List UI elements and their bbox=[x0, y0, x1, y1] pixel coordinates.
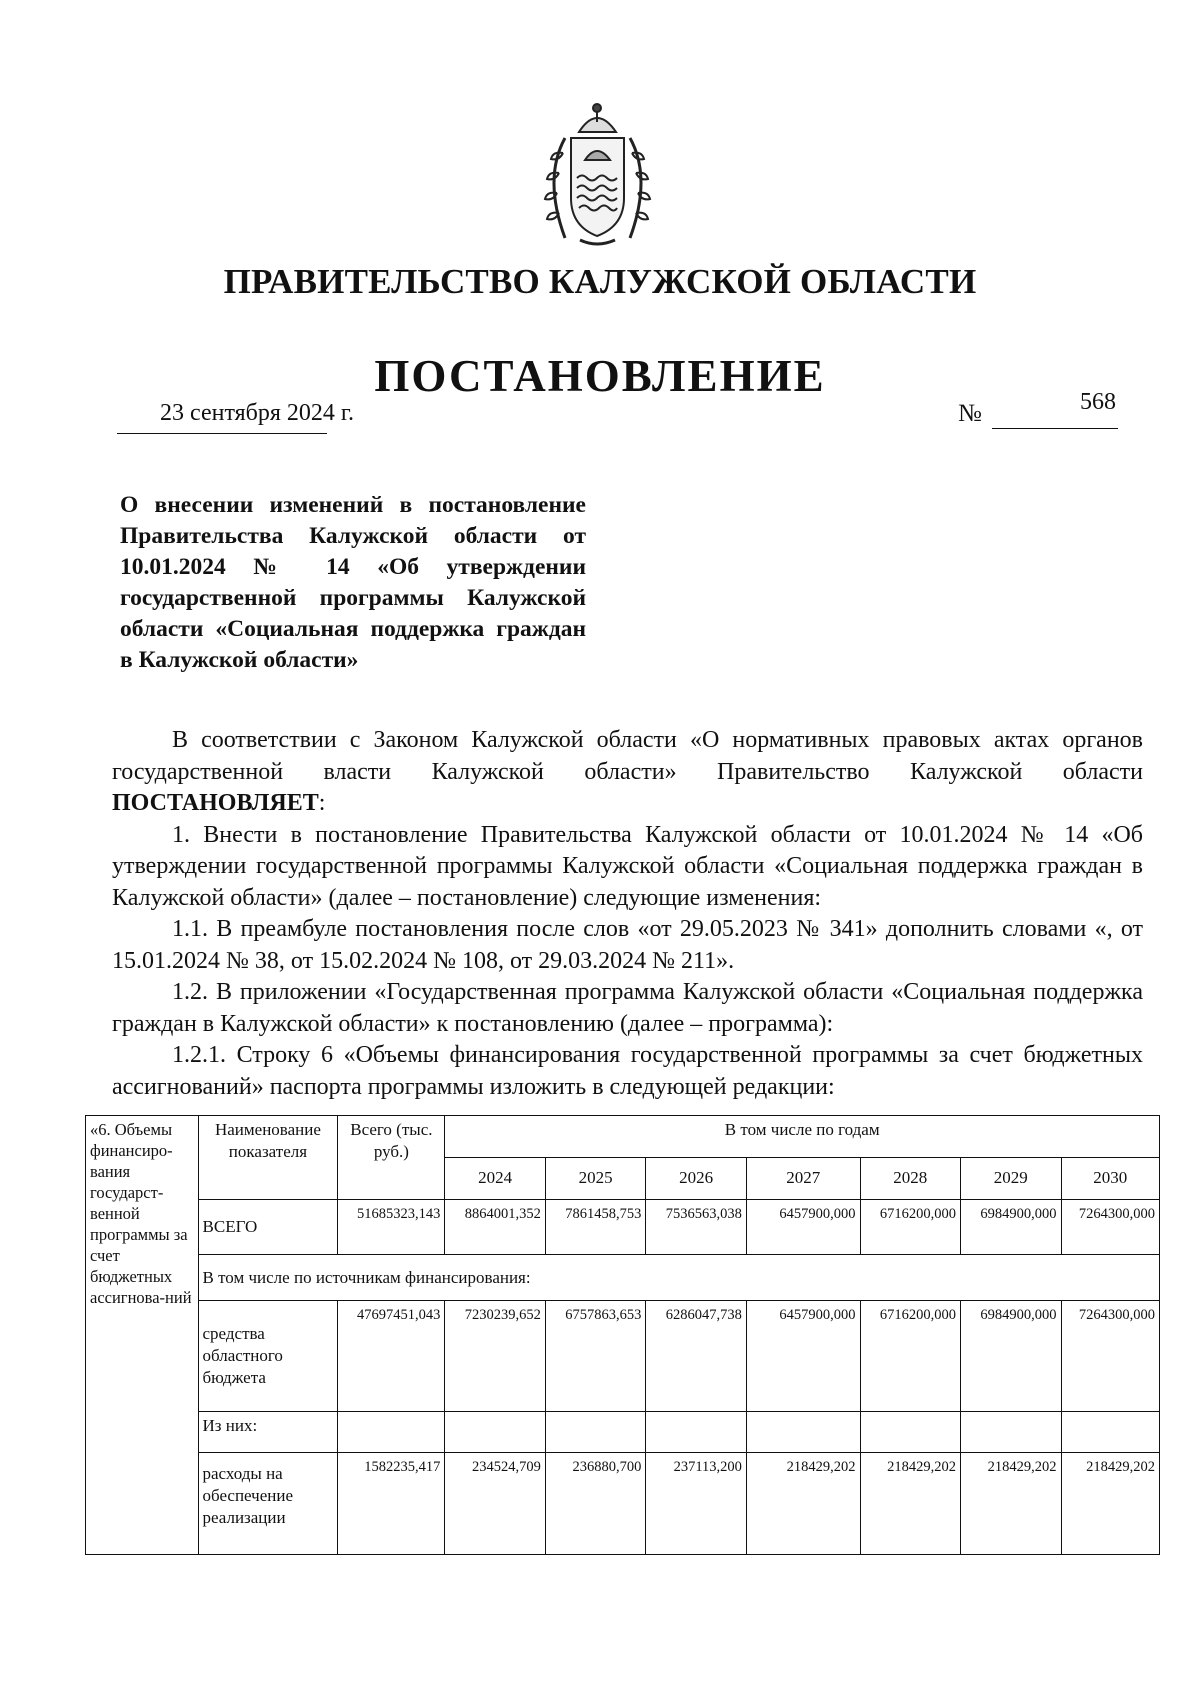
table-cell: 237113,200 bbox=[646, 1453, 747, 1555]
table-cell: 6457900,000 bbox=[746, 1199, 860, 1254]
document-type-title: ПОСТАНОВЛЕНИЕ bbox=[374, 351, 826, 401]
coat-of-arms-icon bbox=[535, 98, 660, 250]
table-cell: 8864001,352 bbox=[445, 1199, 546, 1254]
table-cell: 6716200,000 bbox=[860, 1199, 961, 1254]
date-underline bbox=[117, 433, 327, 434]
document-number: 568 bbox=[1080, 389, 1116, 415]
financing-table bbox=[85, 1115, 1160, 1555]
of-which-label: Из них: bbox=[198, 1411, 338, 1453]
table-cell: 7230239,652 bbox=[445, 1301, 546, 1411]
clause-1: 1. Внести в постановление Правительства Калужской области от 10.01.2024 № 14 «Об утверждении государственной программы Калужской области «Социальная поддержка граждан в Калужской области» (далее – постановление) следующие изменения: bbox=[112, 821, 1143, 911]
table-cell: 218429,202 bbox=[1061, 1453, 1159, 1555]
row-regional-sum: 47697451,043 bbox=[338, 1301, 445, 1411]
table-cell: 6286047,738 bbox=[646, 1301, 747, 1411]
table-cell: 218429,202 bbox=[746, 1453, 860, 1555]
document-date: 23 сентября 2024 г. bbox=[160, 400, 355, 426]
table-cell: 7861458,753 bbox=[545, 1199, 646, 1254]
table-cell: 7264300,000 bbox=[1061, 1199, 1159, 1254]
col-header-total: Всего (тыс. руб.) bbox=[338, 1116, 445, 1200]
row-expenses-label: расходы на обеспечение реализации bbox=[198, 1453, 338, 1555]
col-header-years: В том числе по годам bbox=[445, 1116, 1160, 1158]
row-label-cell: «6. Объемы финансиро-вания государст-венной программы за счет бюджетных ассигнова-ний bbox=[86, 1116, 199, 1555]
year-header: 2030 bbox=[1061, 1157, 1159, 1199]
table-cell: 236880,700 bbox=[545, 1453, 646, 1555]
document-body bbox=[112, 725, 1143, 1103]
preamble-paragraph bbox=[112, 725, 1143, 820]
table-cell: 7264300,000 bbox=[1061, 1301, 1159, 1411]
clause-1-2: 1.2. В приложении «Государственная программа Калужской области «Социальная поддержка граждан в Калужской области» к постановлению (далее – программа): bbox=[112, 979, 1143, 1037]
row-total-label: ВСЕГО bbox=[198, 1199, 338, 1254]
table-cell: 6984900,000 bbox=[961, 1199, 1062, 1254]
sources-label: В том числе по источникам финансирования: bbox=[198, 1254, 1159, 1300]
col-header-name: Наименование показателя bbox=[198, 1116, 338, 1200]
table-cell: 7536563,038 bbox=[646, 1199, 747, 1254]
number-label: № bbox=[958, 400, 982, 427]
table-cell: 6984900,000 bbox=[961, 1301, 1062, 1411]
number-underline bbox=[992, 428, 1118, 429]
year-header: 2025 bbox=[545, 1157, 646, 1199]
resolves-keyword: ПОСТАНОВЛЯЕТ bbox=[112, 790, 319, 816]
table-cell: 6457900,000 bbox=[746, 1301, 860, 1411]
organization-title: ПРАВИТЕЛЬСТВО КАЛУЖСКОЙ ОБЛАСТИ bbox=[223, 262, 977, 301]
clause-1-2-1: 1.2.1. Строку 6 «Объемы финансирования государственной программы за счет бюджетных ассигнований» паспорта программы изложить в следующей редакции: bbox=[112, 1042, 1143, 1100]
document-subject: О внесении изменений в постановление Правительства Калужской области от 10.01.2024 № 14 «Об утверждении государственной программы Калужской области «Социальная поддержка граждан в Калужской области» bbox=[120, 492, 586, 673]
table-cell: 6716200,000 bbox=[860, 1301, 961, 1411]
year-header: 2024 bbox=[445, 1157, 546, 1199]
preamble-colon: : bbox=[318, 790, 326, 816]
table-cell: 6757863,653 bbox=[545, 1301, 646, 1411]
row-expenses-sum: 1582235,417 bbox=[338, 1453, 445, 1555]
table-row-regional bbox=[86, 1301, 1160, 1411]
year-header: 2026 bbox=[646, 1157, 747, 1199]
table-cell: 218429,202 bbox=[860, 1453, 961, 1555]
year-header: 2027 bbox=[746, 1157, 860, 1199]
table-cell: 218429,202 bbox=[961, 1453, 1062, 1555]
row-regional-label: средства областного бюджета bbox=[198, 1301, 338, 1411]
year-header: 2028 bbox=[860, 1157, 961, 1199]
table-row-total bbox=[86, 1199, 1160, 1254]
year-header: 2029 bbox=[961, 1157, 1062, 1199]
clause-1-1: 1.1. В преамбуле постановления после слов «от 29.05.2023 № 341» дополнить словами «, от 15.01.2024 № 38, от 15.02.2024 № 108, от 29.03.2024 № 211». bbox=[112, 916, 1143, 974]
table-cell: 234524,709 bbox=[445, 1453, 546, 1555]
table-row-expenses bbox=[86, 1453, 1160, 1555]
row-total-sum: 51685323,143 bbox=[338, 1199, 445, 1254]
preamble-text: В соответствии с Законом Калужской области «О нормативных правовых актах органов государственной власти Калужской области» Правительство Калужской области bbox=[112, 727, 1143, 785]
